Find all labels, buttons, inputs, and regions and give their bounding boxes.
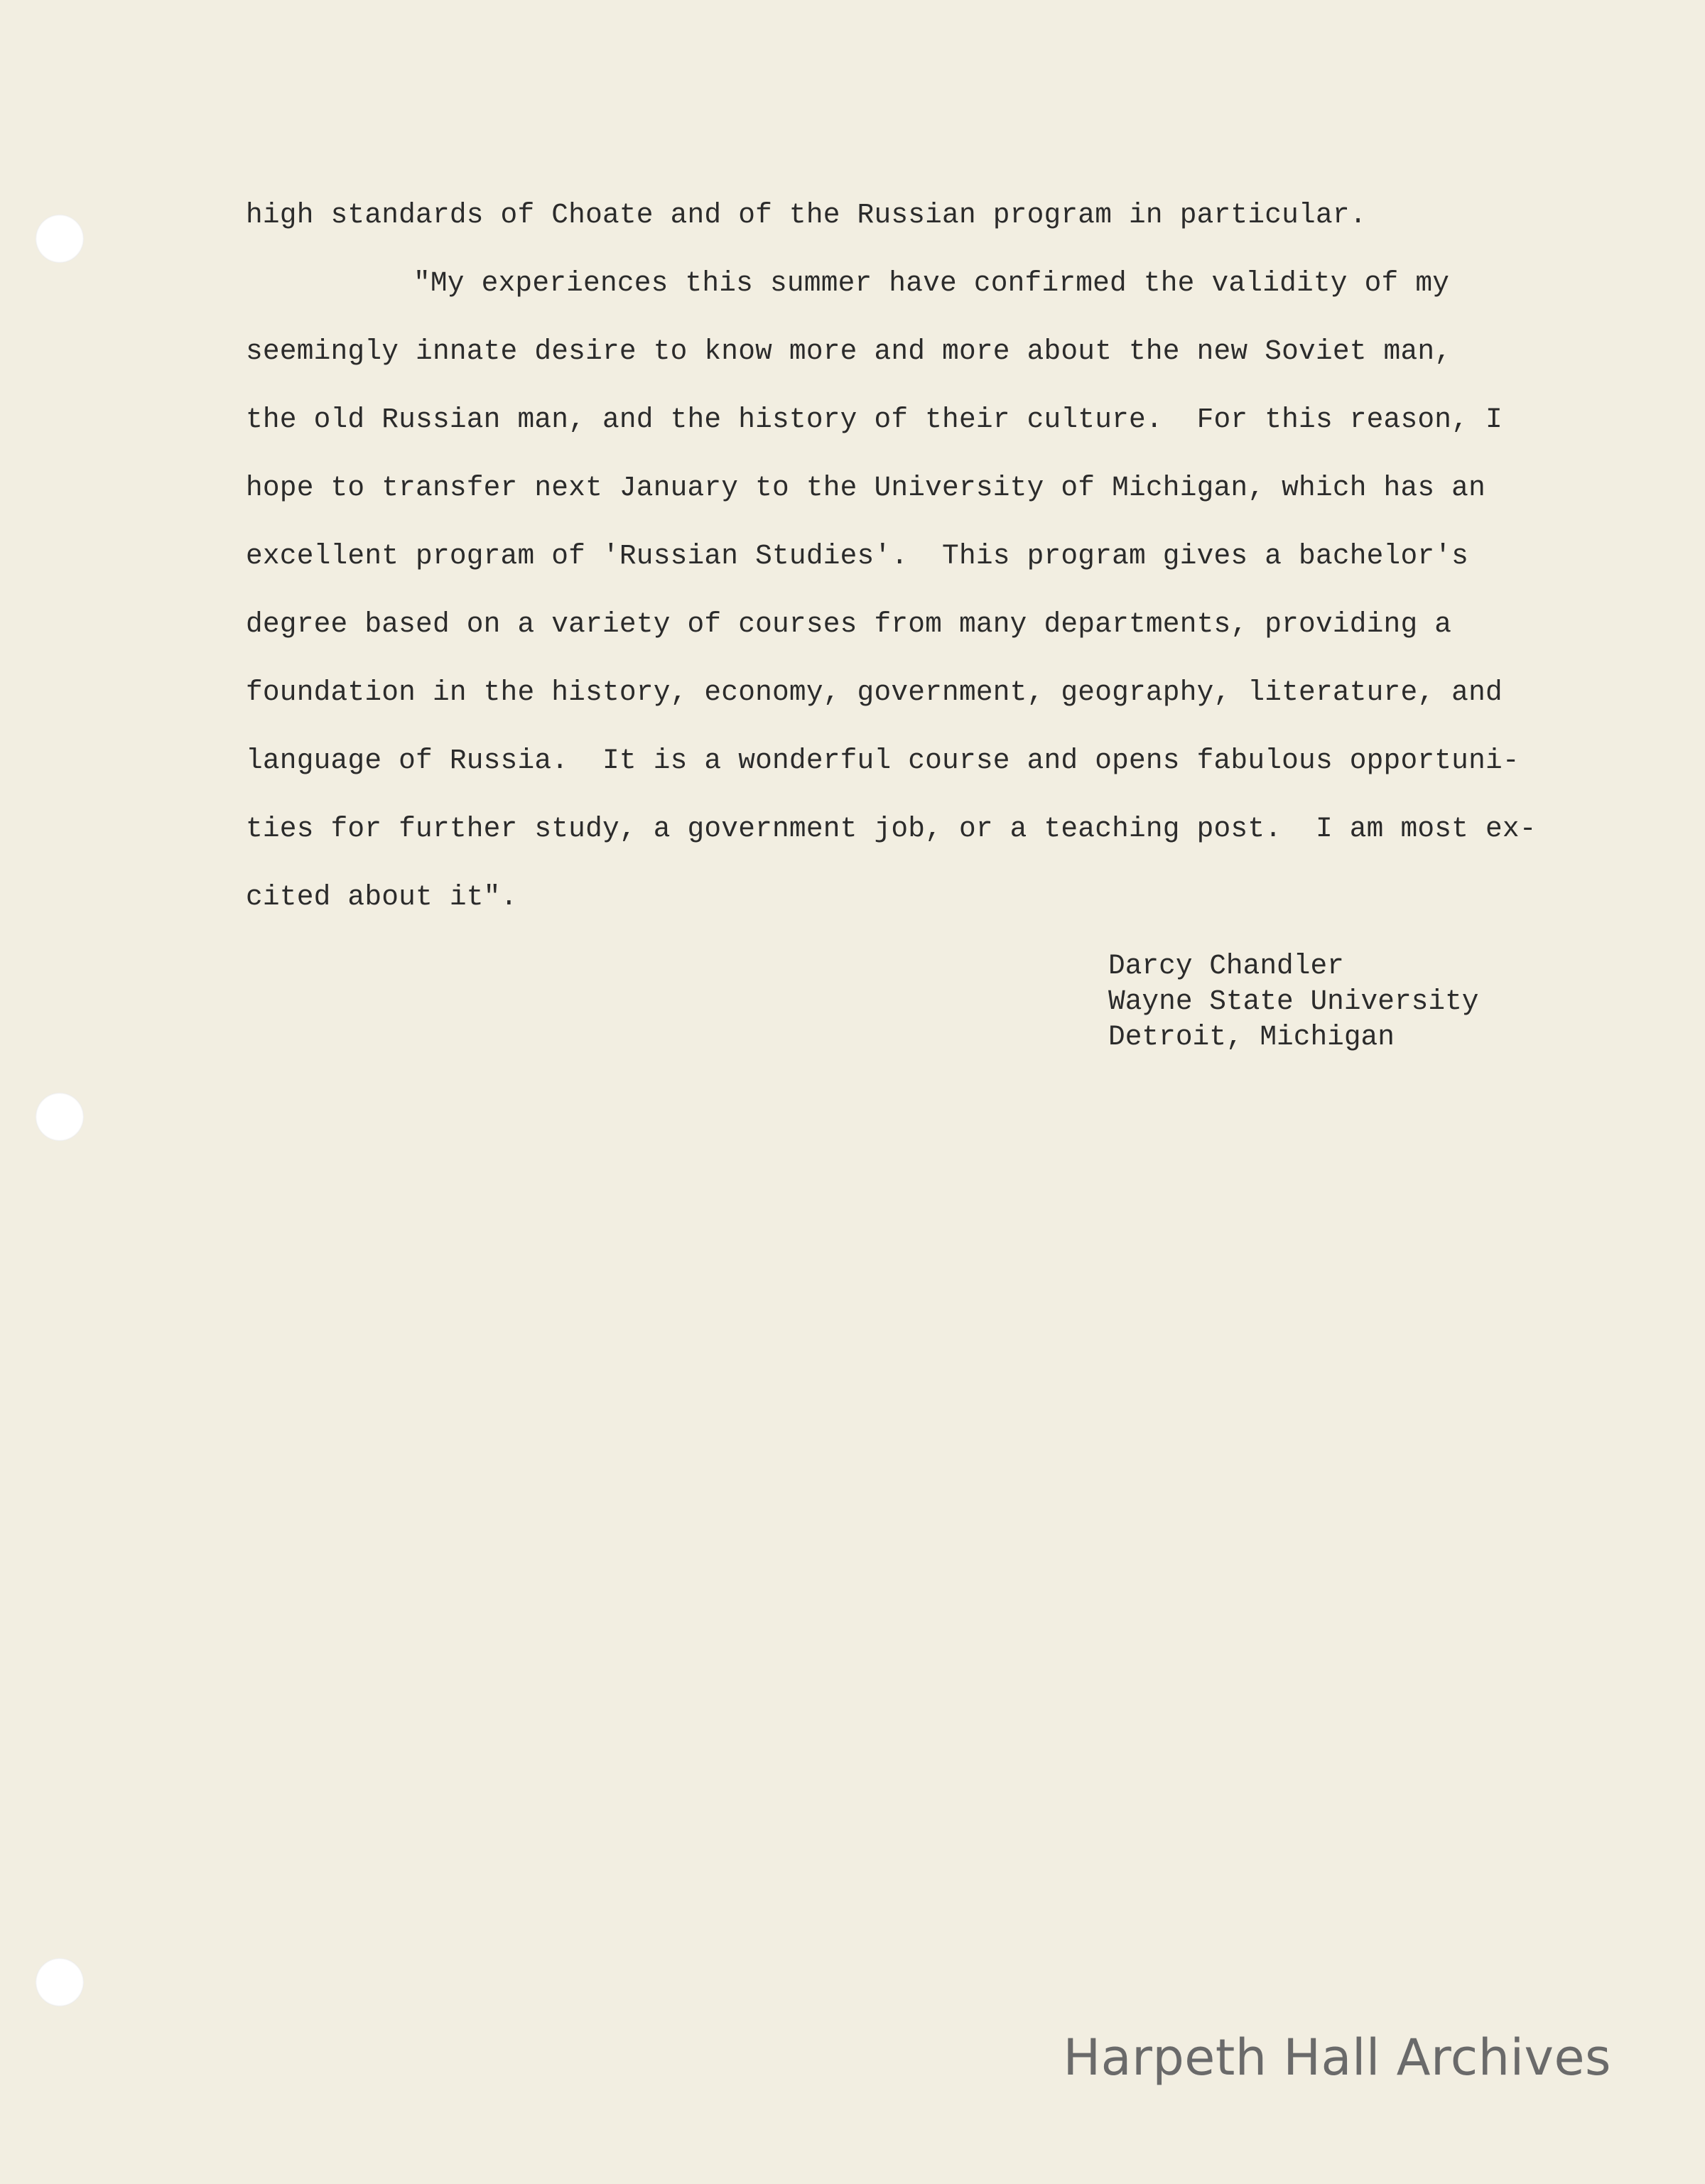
punch-hole [36,1958,84,2006]
punch-hole [36,215,84,263]
text-line: degree based on a variety of courses from many departments, providing a [246,608,1452,640]
text-line: high standards of Choate and of the Russian program in particular. [246,199,1367,231]
text-line: "My experiences this summer have confirmed the validity of my [413,267,1450,299]
text-line: ties for further study, a government job, or a teaching post. I am most ex- [246,813,1537,845]
text-line: hope to transfer next January to the University of Michigan, which has an [246,472,1485,504]
signature-block [1108,948,1479,1055]
text-line: language of Russia. It is a wonderful course and opens fabulous opportuni- [246,745,1520,777]
text-line: foundation in the history, economy, government, geography, literature, and [246,676,1503,708]
text-line: cited about it". [246,881,518,913]
text-line: excellent program of 'Russian Studies'. This program gives a bachelor's [246,540,1469,572]
text-line: the old Russian man, and the history of their culture. For this reason, I [246,404,1503,436]
signature-institution: Wayne State University [1108,985,1479,1017]
archive-watermark: Harpeth Hall Archives [1063,2028,1611,2087]
signature-location: Detroit, Michigan [1108,1021,1395,1053]
punch-hole [36,1093,84,1141]
signature-name: Darcy Chandler [1108,950,1344,982]
typed-body-text [246,196,1560,946]
text-line: seemingly innate desire to know more and more about the new Soviet man, [246,335,1452,367]
